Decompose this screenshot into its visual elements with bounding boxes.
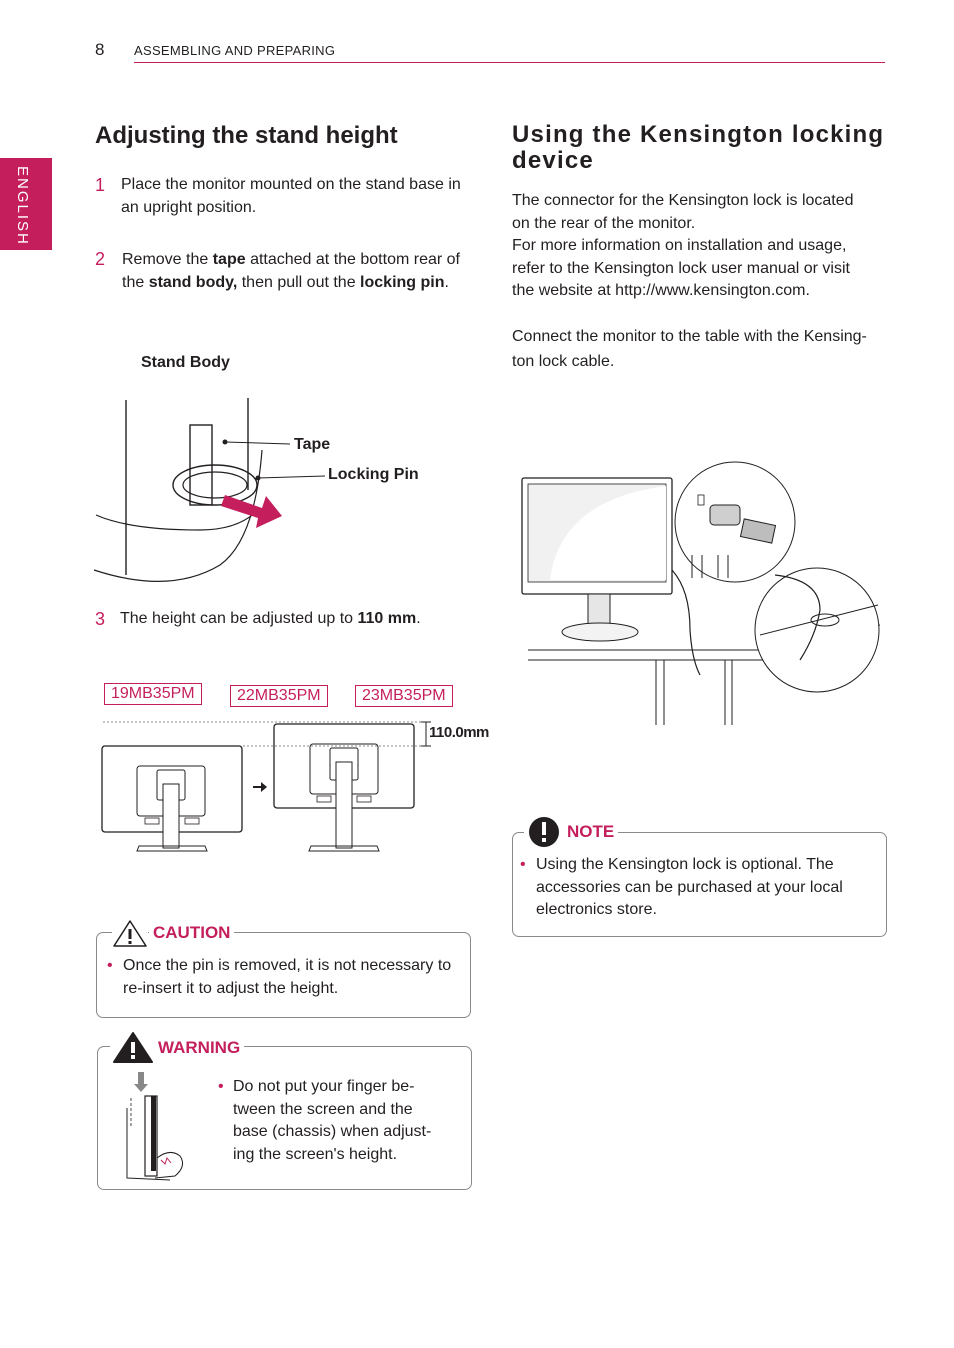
- language-label: ENGLISH: [14, 166, 31, 246]
- bullet-icon: •: [107, 957, 113, 974]
- kensington-title: Using the Kensington locking device: [512, 121, 885, 174]
- kensington-paragraph-1: The connector for the Kensington lock is located on the rear of the monitor.: [512, 192, 854, 232]
- kensington-illustration: [520, 460, 882, 730]
- locking-pin-label: Locking Pin: [328, 466, 419, 483]
- tape-label: Tape: [294, 436, 331, 453]
- language-tab: [0, 158, 52, 250]
- stand-height-title: Adjusting the stand height: [95, 122, 398, 149]
- finger-warning-illustration: [115, 1068, 195, 1183]
- note-icon: [524, 814, 564, 850]
- warning-text: Do not put your finger be- tween the screen and the base (chassis) when adjust- ing the screen's height.: [233, 1078, 432, 1163]
- header-rule: [134, 62, 885, 63]
- section-title: ASSEMBLING AND PREPARING: [134, 43, 336, 58]
- model-badge: 23MB35PM: [355, 685, 453, 707]
- note-text: Using the Kensington lock is optional. The accessories can be purchased at your local electronics store.: [536, 856, 843, 918]
- bullet-icon: •: [520, 856, 526, 873]
- model-badge: 19MB35PM: [104, 683, 202, 705]
- height-value: 110.0mm: [429, 724, 489, 741]
- note-item: [520, 854, 875, 922]
- caution-item: [107, 955, 457, 1000]
- bullet-icon: •: [218, 1078, 224, 1095]
- model-badge: 22MB35PM: [230, 685, 328, 707]
- warning-item: [218, 1076, 453, 1166]
- step-2-text: Remove the tape attached at the bottom rear of the stand body, then pull out the locking pin.: [122, 251, 460, 291]
- kensington-paragraph-2: For more information on installation and usage, refer to the Kensington lock user manual or visit the website at http://www.kensington.com.: [512, 237, 850, 299]
- step-1-number: 1: [95, 175, 106, 195]
- warning-icon: [110, 1030, 156, 1064]
- stand-body-illustration: [90, 390, 350, 590]
- step-1-text: Place the monitor mounted on the stand base in an upright position.: [121, 176, 461, 216]
- page-number: 8: [95, 40, 105, 59]
- step-3-number: 3: [95, 609, 106, 629]
- caution-text: Once the pin is removed, it is not necessary to re-insert it to adjust the height.: [123, 957, 452, 997]
- step-2-number: 2: [95, 249, 106, 269]
- height-adjust-illustration: [95, 718, 430, 853]
- step-3-text: The height can be adjusted up to 110 mm.: [120, 610, 421, 627]
- kensington-paragraph-3: Connect the monitor to the table with the Kensing- ton lock cable.: [512, 328, 867, 370]
- warning-title: WARNING: [154, 1038, 244, 1058]
- caution-title: CAUTION: [149, 923, 234, 943]
- note-title: NOTE: [563, 822, 618, 842]
- stand-body-label: Stand Body: [141, 354, 230, 371]
- caution-icon: [112, 918, 148, 948]
